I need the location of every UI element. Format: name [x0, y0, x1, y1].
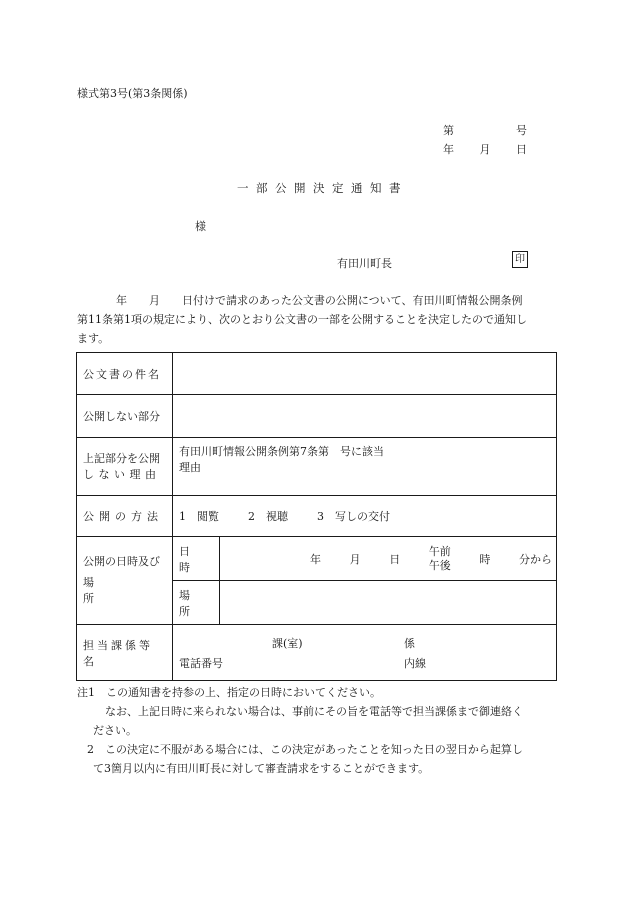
intro-paragraph [77, 291, 557, 348]
reason-label [77, 438, 173, 496]
contact-field[interactable] [173, 625, 557, 681]
doc-number-prefix: 第 [443, 124, 454, 137]
document-date [443, 141, 527, 157]
table-row [77, 625, 557, 681]
reason-label-line: 上記部分を公開 [83, 451, 160, 465]
am-pm-selector[interactable] [429, 545, 451, 573]
note-line: なお、上記日時に来られない場合は、事前にその旨を電話等で担当課係まで御連絡く [105, 705, 523, 718]
reason-field[interactable] [173, 438, 557, 496]
table-row [173, 581, 556, 624]
undisclosed-label [77, 395, 173, 438]
undisclosed-text: 公開しない部分 [83, 410, 160, 423]
form-number: 様式第3号(第3条関係) [77, 87, 188, 100]
datetime-field[interactable] [220, 537, 557, 580]
datetime-label: 日時 [173, 537, 220, 580]
table-row [77, 353, 557, 395]
extension-label: 内線 [404, 656, 426, 670]
schedule-label-line [83, 570, 166, 607]
method-option[interactable]: 2 視聴 [248, 510, 288, 523]
dt-day: 日 [389, 552, 401, 566]
dt-year: 年 [310, 552, 321, 566]
justified-label: 公文書の件名 [83, 367, 161, 381]
contact-values [179, 633, 550, 673]
disclosure-table [76, 352, 557, 681]
issuer-name: 有田川町長 [337, 257, 392, 270]
section-label: 課(室) [272, 636, 303, 650]
datetime-values [220, 545, 556, 573]
table-row [77, 438, 557, 496]
method-label-text: 公開の方法 [83, 510, 163, 523]
dt-minute: 分から [518, 552, 552, 566]
undisclosed-field[interactable] [173, 395, 557, 438]
place-cell [173, 581, 557, 625]
table-row [173, 537, 556, 580]
seal-stamp: 印 [512, 251, 528, 268]
place-field[interactable] [220, 581, 557, 624]
reason-text: 理由 [179, 461, 201, 474]
note-line: ださい。 [93, 724, 137, 737]
note-line: て3箇月以内に有田川町長に対して審査請求をすることができます。 [93, 762, 430, 775]
place-label: 場所 [173, 581, 220, 624]
document-title: 一部公開決定通知書 [237, 181, 408, 195]
notes [77, 683, 557, 778]
table-row [77, 537, 557, 581]
note-line: 2 この決定に不服がある場合には、この決定があったことを知った日の翌日から起算し [87, 743, 523, 756]
datetime-cell [173, 537, 557, 581]
document-number [443, 122, 527, 138]
intro-line: 第11条第1項の規定により、次のとおり公文書の一部を公開することを決定したので通知し [77, 313, 527, 326]
note-line: 注1 この通知書を持参の上、指定の日時においてください。 [77, 686, 381, 699]
intro-line: 年 月 日付けで請求のあった公文書の公開について、有田川町情報公開条例 [116, 294, 523, 307]
place-word: 場所 [83, 576, 154, 605]
intro-line: ます。 [77, 332, 110, 345]
pm-option: 午後 [428, 558, 451, 572]
dt-month: 月 [349, 552, 361, 566]
method-option[interactable]: 1 閲覧 [179, 510, 219, 523]
datetime-subtable [173, 537, 556, 580]
subsection-label: 係 [404, 636, 415, 650]
date-month: 月 [479, 143, 491, 156]
addressee-suffix: 様 [195, 220, 206, 233]
dt-hour: 時 [479, 552, 491, 566]
table-row [77, 496, 557, 537]
schedule-label-line: 公開の日時及び [83, 555, 160, 568]
date-year: 年 [443, 143, 454, 156]
doc-number-suffix: 号 [516, 124, 527, 137]
method-label [77, 496, 173, 537]
contact-label [77, 625, 173, 681]
subject-label [77, 353, 173, 395]
table-row [77, 395, 557, 438]
place-subtable [173, 581, 556, 624]
subject-field[interactable] [173, 353, 557, 395]
date-day: 日 [516, 143, 527, 156]
am-option: 午前 [428, 544, 451, 558]
schedule-label [77, 537, 173, 625]
reason-label-line: しない理由 [83, 467, 161, 481]
method-field [173, 496, 557, 537]
contact-label-text: 担当課係等名 [83, 638, 153, 668]
phone-label: 電話番号 [179, 656, 223, 670]
reason-text: 有田川町情報公開条例第7条第 号に該当 [179, 445, 384, 458]
method-option[interactable]: 3 写しの交付 [317, 510, 390, 523]
